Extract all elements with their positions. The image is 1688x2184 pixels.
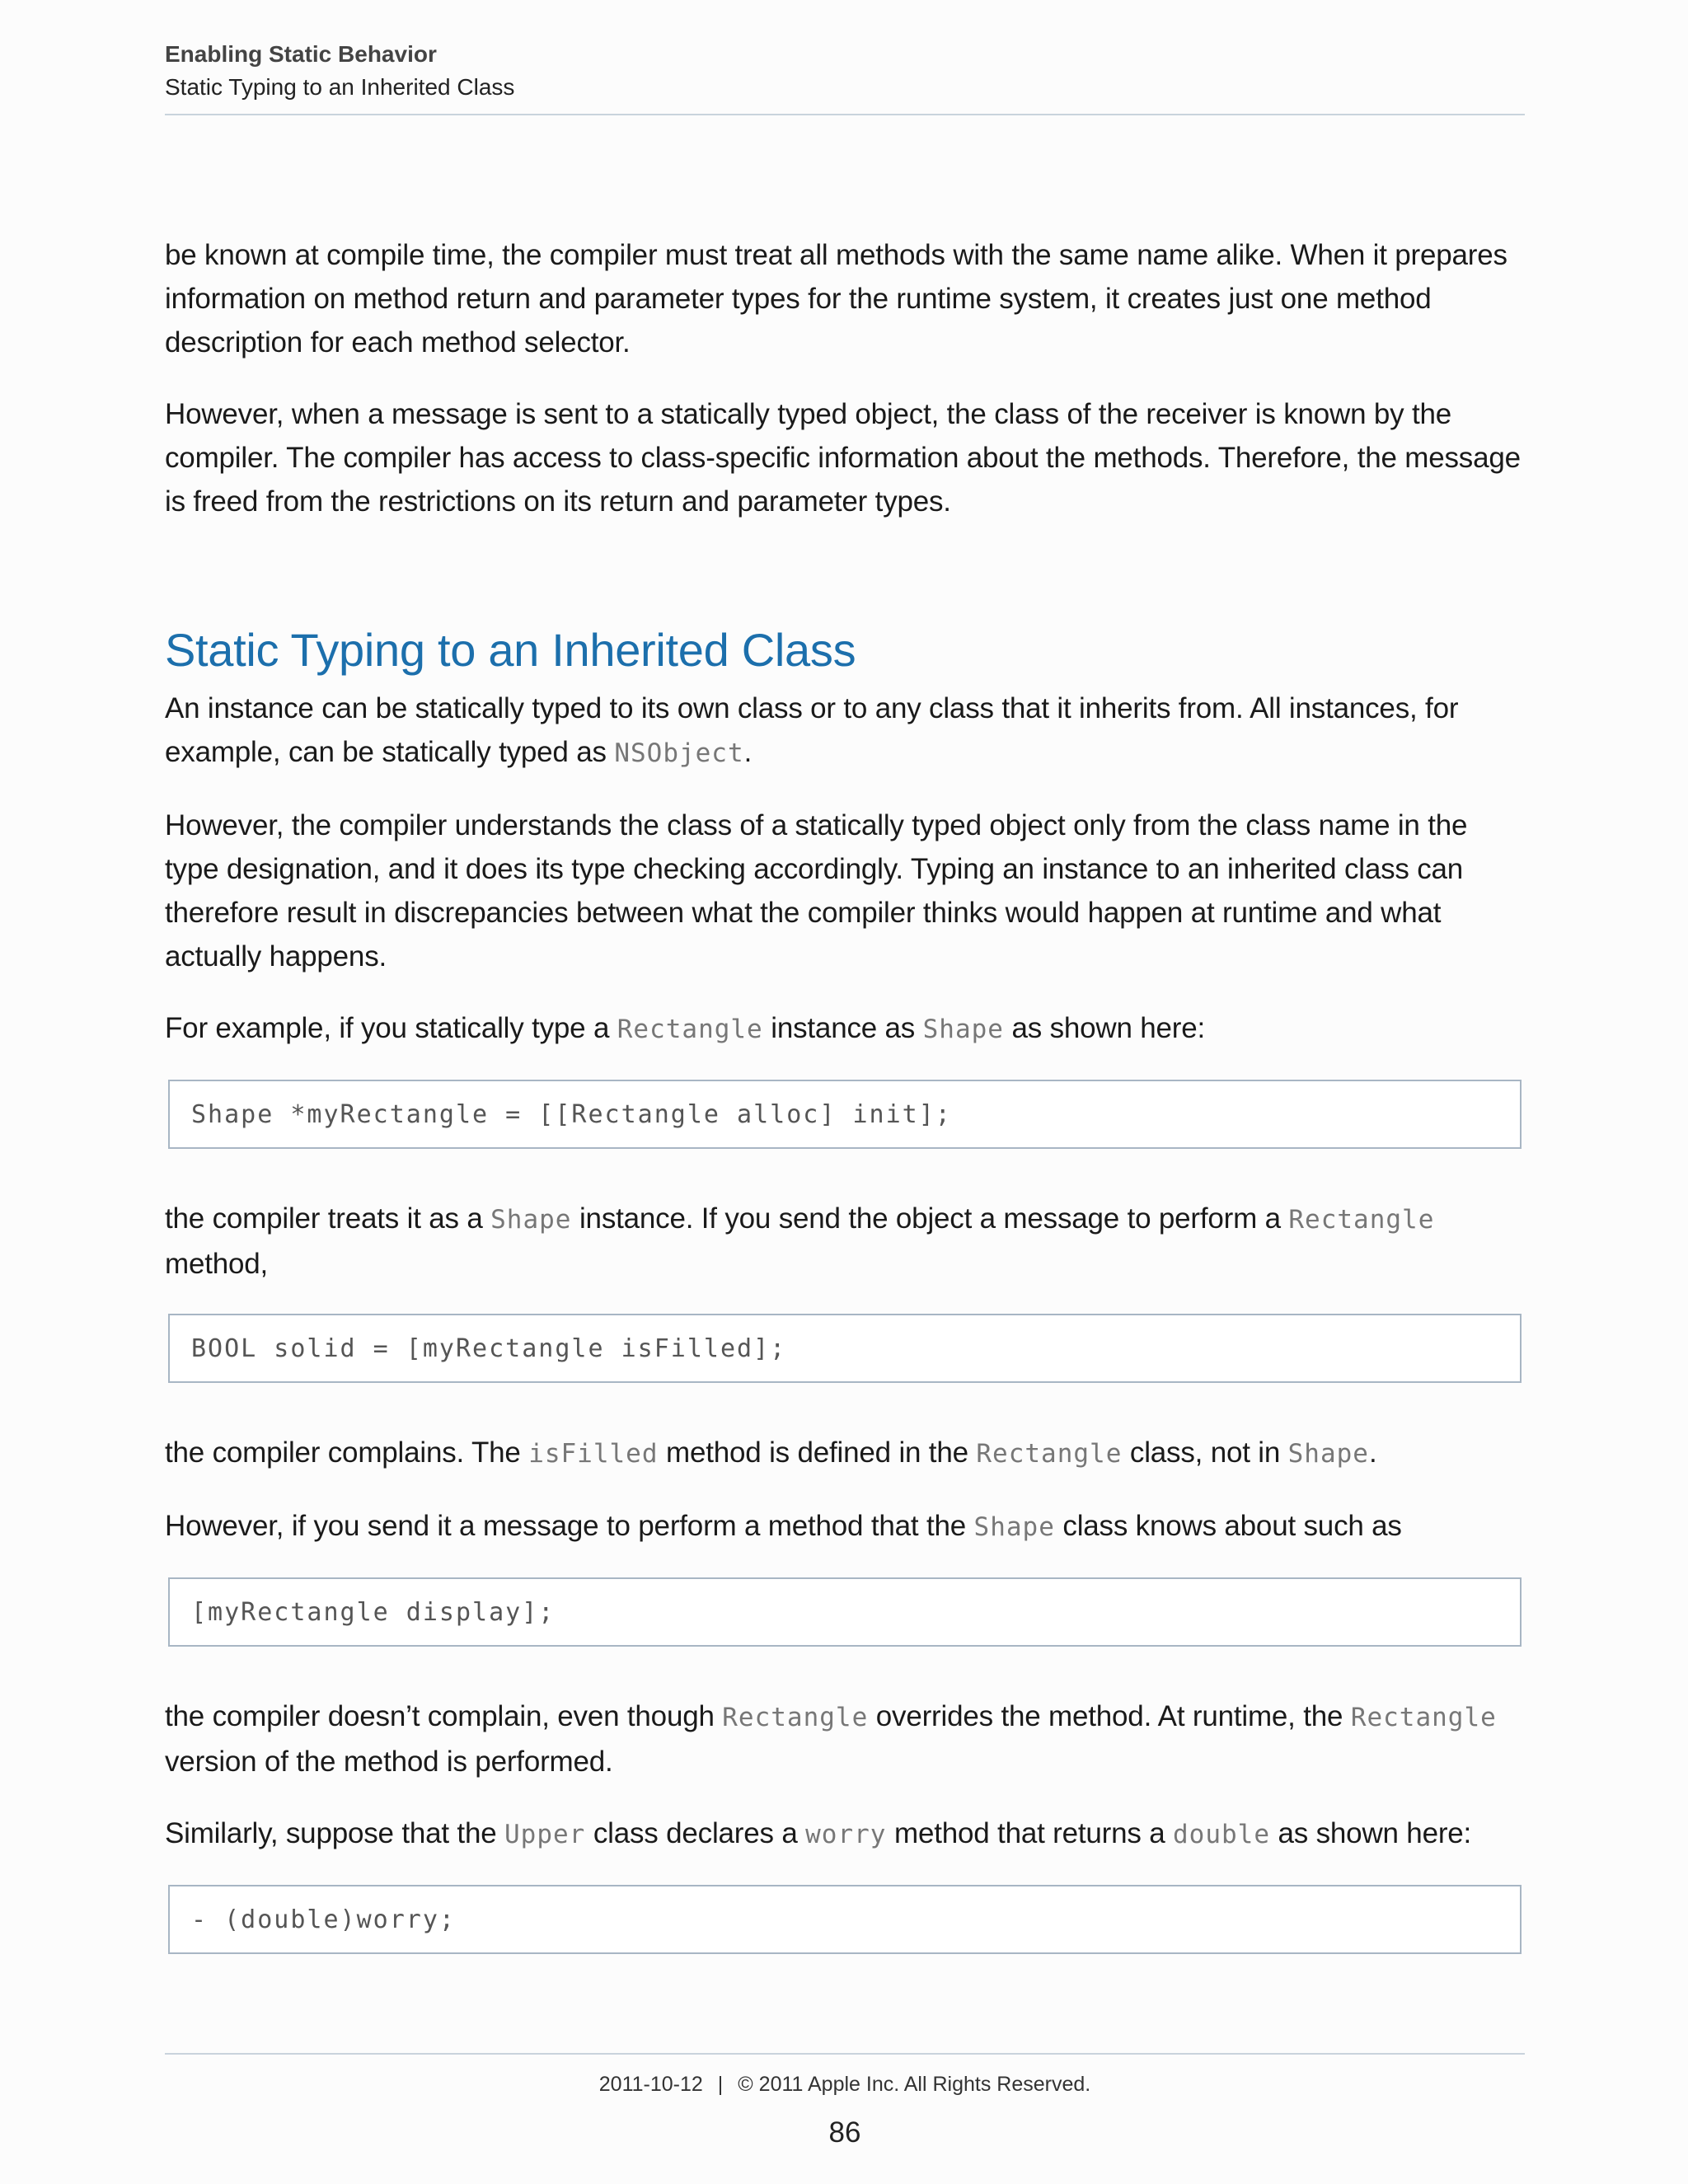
footer-copyright: © 2011 Apple Inc. All Rights Reserved. (738, 2073, 1091, 2096)
inline-code: Rectangle (722, 1703, 869, 1732)
text: method that returns a (886, 1817, 1174, 1849)
paragraph-4: However, the compiler understands the class of a statically typed object only from the class name in the type designation, and it does its type checking accordingly. Typing an instance to an inherited class can therefore result in discrepancies between what the compiler thinks would happen at runtime and what actually happens. (165, 809, 1468, 972)
code-block-2 (168, 1314, 1522, 1383)
page-number: 86 (828, 2116, 861, 2149)
header-chapter-title: Enabling Static Behavior (165, 41, 437, 67)
page-footer (165, 2053, 1525, 2149)
code-block-1 (168, 1080, 1522, 1149)
inline-code: isFilled (528, 1439, 659, 1469)
paragraph-2: However, when a message is sent to a statically typed object, the class of the receiver is known by the compiler. The compiler has access to class-specific information about the methods. Therefore, the message is freed from the restrictions on its return and parameter types. (165, 398, 1521, 518)
paragraph-6 (165, 1197, 1526, 1286)
inline-code: Shape (1287, 1439, 1369, 1469)
paragraph-5 (165, 1006, 1526, 1052)
text: the compiler complains. The (165, 1436, 529, 1469)
text: class declares a (585, 1817, 806, 1849)
code-line: Shape *myRectangle = [[Rectangle alloc] init]; (191, 1099, 952, 1129)
paragraph-8 (165, 1504, 1526, 1549)
footer-separator: | (717, 2073, 724, 2096)
text: class, not in (1122, 1436, 1288, 1469)
text: the compiler doesn’t complain, even though (165, 1700, 723, 1732)
text: . (1368, 1436, 1377, 1469)
code-block-3 (168, 1577, 1522, 1647)
paragraph-7 (165, 1431, 1526, 1476)
text: as shown here: (1270, 1817, 1472, 1849)
inline-code: worry (805, 1820, 887, 1849)
text: . (743, 736, 753, 768)
main-content (165, 233, 1526, 2002)
paragraph-10 (165, 1811, 1526, 1857)
paragraph-9 (165, 1694, 1526, 1783)
header-section-title: Static Typing to an Inherited Class (165, 74, 515, 100)
inline-code: Shape (973, 1512, 1055, 1542)
code-block-4 (168, 1885, 1522, 1954)
text: instance. If you send the object a message to perform a (571, 1202, 1289, 1235)
inline-code: Shape (490, 1205, 572, 1235)
text: For example, if you statically type a (165, 1012, 617, 1044)
text: overrides the method. At runtime, the (868, 1700, 1351, 1732)
inline-code: Rectangle (1288, 1205, 1435, 1235)
inline-code: Rectangle (976, 1439, 1123, 1469)
inline-code: NSObject (614, 738, 744, 768)
text: However, if you send it a message to perform a method that the (165, 1510, 974, 1542)
text: the compiler treats it as a (165, 1202, 491, 1235)
text: class knows about such as (1054, 1510, 1402, 1542)
code-line: - (double)worry; (191, 1905, 456, 1934)
text: instance as (762, 1012, 923, 1044)
paragraph-3 (165, 687, 1526, 776)
text: method, (165, 1248, 269, 1280)
running-header (165, 38, 1525, 115)
text: as shown here: (1003, 1012, 1206, 1044)
footer-date: 2011-10-12 (598, 2073, 703, 2096)
text: method is defined in the (658, 1436, 977, 1469)
section-heading: Static Typing to an Inherited Class (165, 624, 856, 676)
text: An instance can be statically typed to its own class or to any class that it inherits from. All instances, for example, can be statically typed as (165, 692, 1459, 768)
inline-code: double (1173, 1820, 1270, 1849)
inline-code: Rectangle (1350, 1703, 1497, 1732)
text: version of the method is performed. (165, 1746, 613, 1778)
text: Similarly, suppose that the (165, 1817, 505, 1849)
footer-copyright-line (165, 2073, 1525, 2097)
inline-code: Shape (922, 1015, 1004, 1044)
inline-code: Rectangle (617, 1015, 763, 1044)
inline-code: Upper (504, 1820, 586, 1849)
code-line: BOOL solid = [myRectangle isFilled]; (191, 1333, 787, 1363)
paragraph-1: be known at compile time, the compiler must treat all methods with the same name alike. When it prepares information on method return and parameter types for the runtime system, it creates just one method description for each method selector. (165, 239, 1507, 359)
code-line: [myRectangle display]; (191, 1597, 556, 1627)
